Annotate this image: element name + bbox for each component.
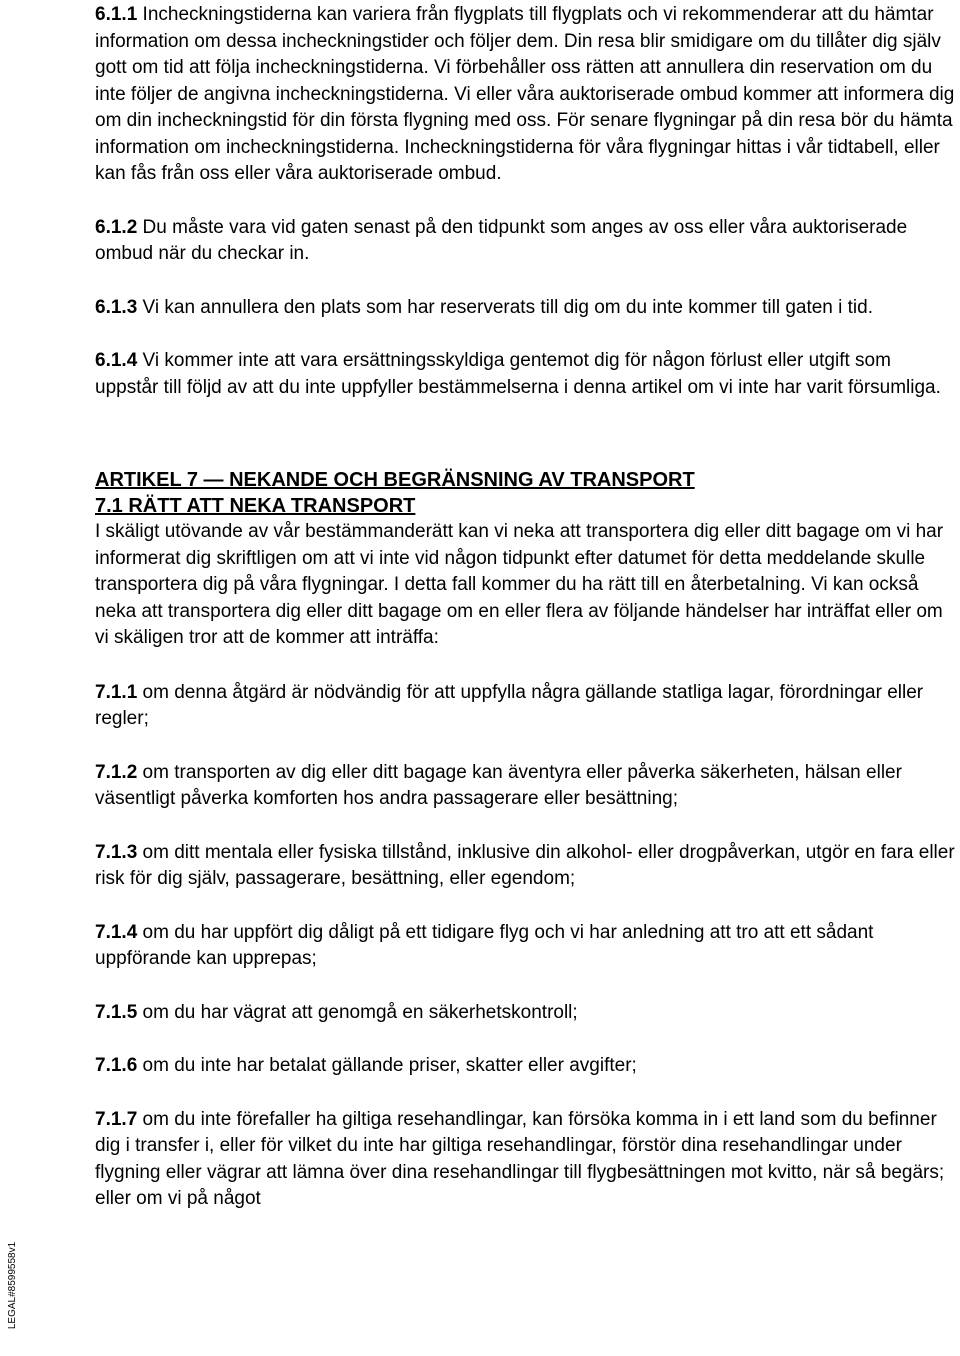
item-text: om du inte har betalat gällande priser, skatter eller avgifter; — [137, 1055, 637, 1076]
item-text: om du har vägrat att genomgå en säkerhetskontroll; — [137, 1001, 578, 1023]
item-number: 7.1.6 — [95, 1055, 138, 1076]
paragraph-number: 6.1.4 — [95, 350, 138, 371]
paragraph-text: Vi kommer inte att vara ersättningsskyldiga gentemot dig för någon förlust eller utgift som uppstår till följd av att du inte uppfyller bestämmelserna i denna artikel om vi inte har varit försumliga. — [95, 350, 941, 398]
item-number: 7.1.4 — [95, 921, 138, 943]
section-heading: 7.1 RÄTT ATT NEKA TRANSPORT — [95, 495, 416, 517]
item-text: om du inte förefaller ha giltiga resehandlingar, kan försöka komma in i ett land som du befinner dig i transfer i, eller för vilket du inte har giltiga resehandlingar, förstör dina resehandlingar under flygning eller vägrar att lämna över dina resehandlingar till flygbesättningen mot kvitto, när så begärs; eller om vi på något — [95, 1108, 945, 1209]
item-7-1-7 — [95, 1107, 957, 1213]
item-text: om denna åtgärd är nödvändig för att uppfylla några gällande statliga lagar, förordningar eller regler; — [95, 681, 924, 729]
item-text: om transporten av dig eller ditt bagage kan äventyra eller påverka säkerheten, hälsan eller väsentligt påverka komforten hos andra passagerare eller besättning; — [95, 761, 902, 809]
item-7-1-3 — [95, 840, 957, 893]
article-heading: ARTIKEL 7 — NEKANDE OCH BEGRÄNSNING AV TRANSPORT — [95, 469, 695, 491]
item-number: 7.1.7 — [95, 1108, 138, 1130]
document-reference-label — [0, 1215, 26, 1356]
paragraph-6-1-2 — [95, 215, 957, 268]
document-reference-text: LEGAL#8599558v1 — [7, 1241, 19, 1330]
paragraph-number: 6.1.1 — [95, 4, 138, 25]
paragraph-6-1-3 — [95, 295, 957, 322]
paragraph-text: Incheckningstiderna kan variera från flygplats till flygplats och vi rekommenderar att du hämtar information om dessa incheckningstider och följer dem. Din resa blir smidigare om du tillåter dig själv gott om tid att följa incheckningstiderna. Vi förbehåller oss rätten att annullera din reservation om du inte följer de angivna incheckningstiderna. Vi eller våra auktoriserade ombud kommer att informera dig om din incheckningstid för din första flygning med oss. För senare flygningar på din resa bör du hämta information om incheckningstiderna. Incheckningstiderna för våra flygningar hittas i vår tidtabell, eller kan fås från oss eller våra auktoriserade ombud. — [95, 4, 955, 184]
item-number: 7.1.2 — [95, 761, 138, 783]
paragraph-6-1-4 — [95, 348, 957, 401]
item-text: om ditt mentala eller fysiska tillstånd, inklusive din alkohol- eller drogpåverkan, utgör en fara eller risk för dig själv, passagerare, besättning, eller egendom; — [95, 841, 955, 889]
paragraph-text: Du måste vara vid gaten senast på den tidpunkt som anges av oss eller våra auktoriserade ombud när du checkar in. — [95, 216, 908, 264]
item-number: 7.1.1 — [95, 681, 138, 703]
item-7-1-2 — [95, 760, 957, 813]
paragraph-6-1-1 — [95, 2, 957, 188]
document-page — [95, 2, 957, 1213]
item-7-1-6 — [95, 1053, 957, 1080]
item-7-1-1 — [95, 680, 957, 733]
item-number: 7.1.5 — [95, 1001, 138, 1023]
item-7-1-4 — [95, 920, 957, 973]
paragraph-number: 6.1.3 — [95, 296, 138, 318]
item-number: 7.1.3 — [95, 841, 138, 863]
paragraph-text: Vi kan annullera den plats som har reserverats till dig om du inte kommer till gaten i tid. — [137, 296, 873, 318]
paragraph-number: 6.1.2 — [95, 216, 138, 238]
item-text: om du har uppfört dig dåligt på ett tidigare flyg och vi har anledning att tro att ett sådant uppförande kan upprepas; — [95, 921, 874, 969]
item-7-1-5 — [95, 1000, 957, 1027]
section-intro: I skäligt utövande av vår bestämmanderätt kan vi neka att transportera dig eller ditt bagage om vi har informerat dig skriftligen om att vi inte vid någon tidpunkt efter datumet för detta meddelande skulle transportera dig på våra flygningar. I detta fall kommer du ha rätt till en återbetalning. Vi kan också neka att transportera dig eller ditt bagage om en eller flera av följande händelser har inträffat eller om vi skäligen tror att de kommer att inträffa: — [95, 521, 944, 648]
